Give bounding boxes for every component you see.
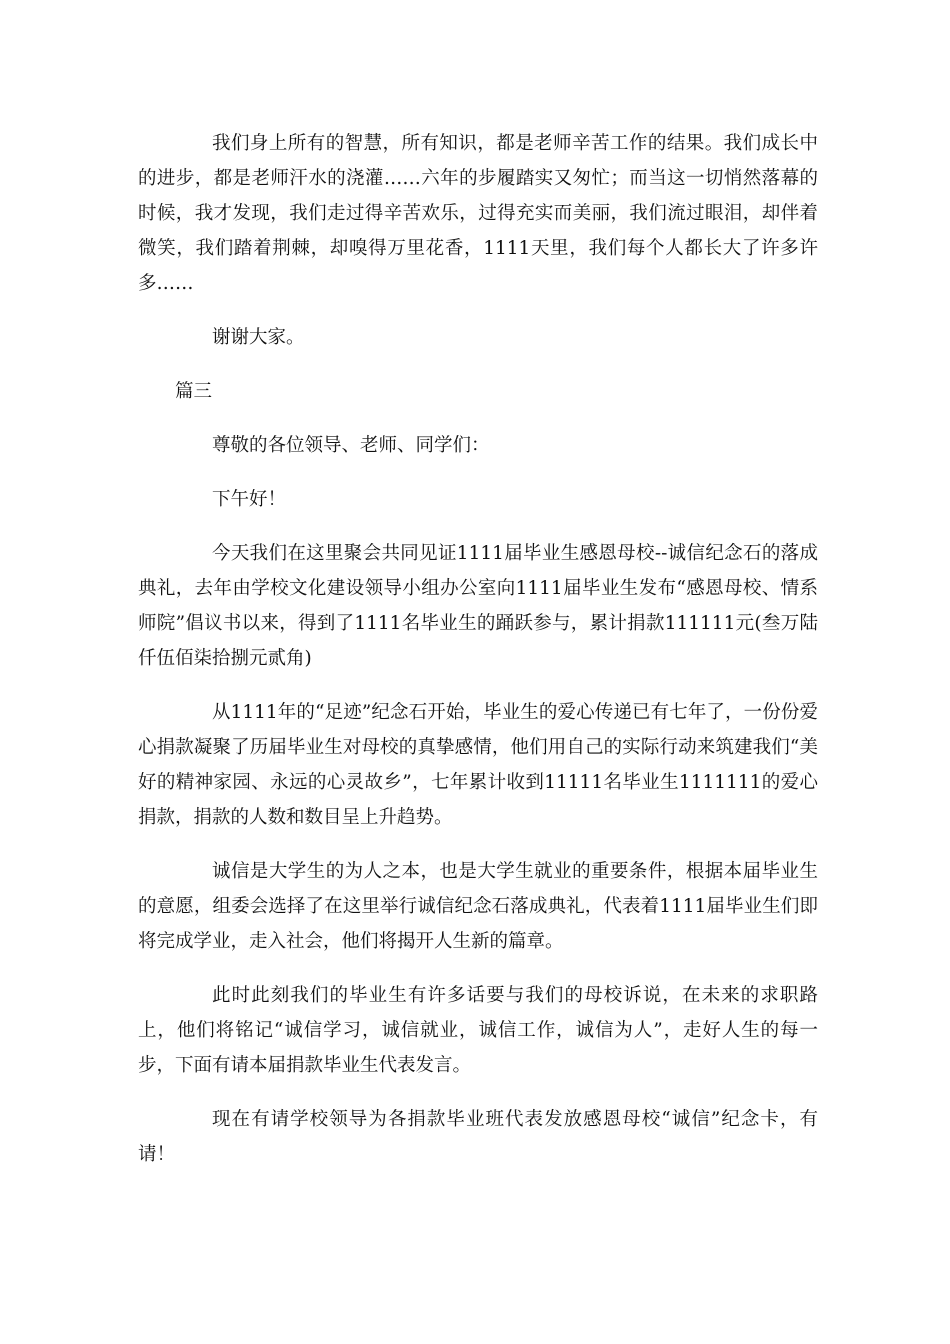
section-heading: 篇三 — [175, 381, 213, 402]
paragraph-thanks: 谢谢大家。 — [212, 327, 305, 348]
paragraph-graduates: 此时此刻我们的毕业生有许多话要与我们的母校诉说，在未来的求职路上，他们将铭记“诚信学习，诚信就业，诚信工作，诚信为人”，走好人生的每一步，下面有请本届捐款毕业生代表发言。 — [138, 985, 818, 1076]
paragraph-salutation: 尊敬的各位领导、老师、同学们： — [212, 435, 490, 456]
paragraph-history: 从1111年的“足迹”纪念石开始，毕业生的爱心传递已有七年了，一份份爱心捐款凝聚了历届毕业生对母校的真挚感情，他们用自己的实际行动来筑建我们“美好的精神家园、永远的心灵故乡”，七年累计收到11111名毕业生1111111的爱心捐款，捐款的人数和数目呈上升趋势。 — [138, 702, 818, 828]
paragraph-greeting: 下午好！ — [212, 489, 287, 510]
paragraph-ceremony: 今天我们在这里聚会共同见证1111届毕业生感恩母校--诚信纪念石的落成典礼，去年由学校文化建设领导小组办公室向1111届毕业生发布“感恩母校、情系师院”倡议书以来，得到了1111名毕业生的踊跃参与，累计捐款111111元(叁万陆仟伍佰柒拾捌元贰角) — [138, 543, 818, 669]
paragraph-closing: 现在有请学校领导为各捐款毕业班代表发放感恩母校“诚信”纪念卡，有请！ — [138, 1109, 818, 1165]
document-body — [138, 126, 818, 1172]
paragraph-integrity: 诚信是大学生的为人之本，也是大学生就业的重要条件，根据本届毕业生的意愿，组委会选择了在这里举行诚信纪念石落成典礼，代表着1111届毕业生们即将完成学业，走入社会，他们将揭开人生新的篇章。 — [138, 861, 818, 952]
paragraph-wisdom: 我们身上所有的智慧，所有知识，都是老师辛苦工作的结果。我们成长中的进步，都是老师汗水的浇灌……六年的步履踏实又匆忙；而当这一切悄然落幕的时候，我才发现，我们走过得辛苦欢乐，过得充实而美丽，我们流过眼泪，却伴着微笑，我们踏着荆棘，却嗅得万里花香，1111天里，我们每个人都长大了许多许多…… — [138, 133, 818, 294]
